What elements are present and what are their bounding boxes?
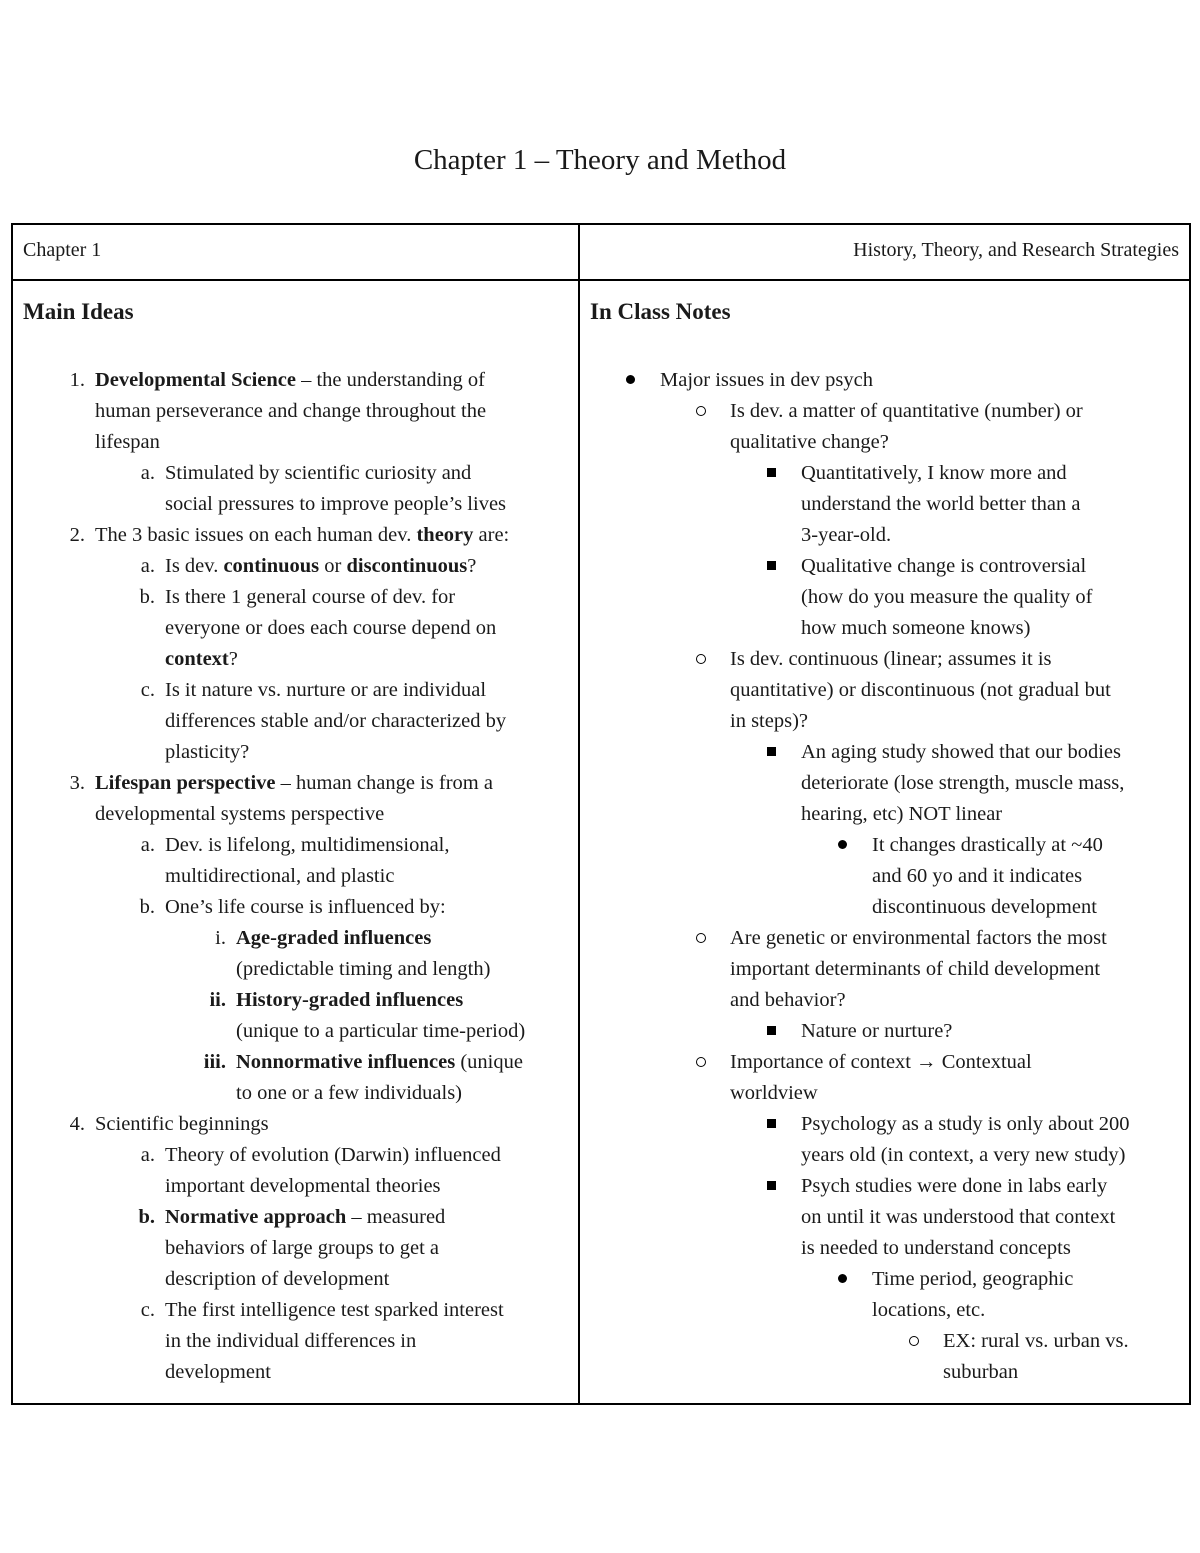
text-run: social pressures to improve people’s lives [165, 493, 507, 515]
main-idea-line [23, 520, 578, 551]
outline-marker: b. [139, 896, 155, 918]
main-idea-line [23, 1140, 578, 1171]
class-note-text: years old (in context, a very new study) [801, 1144, 1126, 1166]
main-idea-line [23, 396, 578, 427]
text-run: (unique [455, 1051, 523, 1073]
main-idea-text [165, 1264, 389, 1295]
class-note-text: Psych studies were done in labs early [801, 1175, 1108, 1197]
main-idea-line [23, 1171, 578, 1202]
main-idea-text [165, 613, 496, 644]
main-idea-line [23, 1202, 578, 1233]
text-run: – human change is from a [275, 772, 493, 794]
class-note-line [590, 1202, 1189, 1233]
text-run: (unique to a particular time-period) [236, 1020, 526, 1042]
key-term: continuous [223, 555, 320, 577]
main-idea-line [23, 644, 578, 675]
class-note-line [590, 1171, 1189, 1202]
key-term: Normative approach [165, 1206, 347, 1228]
class-note-line [590, 768, 1189, 799]
text-run: The first intelligence test sparked interest [165, 1299, 504, 1321]
class-note-text: suburban [943, 1361, 1019, 1383]
outline-marker: c. [140, 1299, 155, 1321]
main-idea-line [23, 985, 578, 1016]
main-idea-line [23, 954, 578, 985]
main-idea-line [23, 1357, 578, 1388]
main-idea-text [95, 427, 160, 458]
text-run: lifespan [95, 431, 160, 453]
class-note-text: Qualitative change is controversial [801, 555, 1087, 577]
main-idea-text [236, 954, 490, 985]
class-note-text: is needed to understand concepts [801, 1237, 1071, 1259]
outline-marker: iii. [203, 1051, 226, 1073]
class-note-text: hearing, etc) NOT linear [801, 803, 1003, 825]
class-note-text: and 60 yo and it indicates [872, 865, 1083, 887]
main-idea-text [95, 1109, 269, 1140]
class-note-line [590, 892, 1189, 923]
main-idea-text [165, 1140, 501, 1171]
class-note-text: how much someone knows) [801, 617, 1031, 639]
text-run: in the individual differences in [165, 1330, 417, 1352]
main-idea-text [165, 582, 455, 613]
class-note-text: Time period, geographic [872, 1268, 1074, 1290]
text-run: ? [228, 648, 238, 670]
text-run: Is dev. [165, 555, 224, 577]
main-idea-line [23, 613, 578, 644]
main-idea-text [165, 1295, 504, 1326]
class-note-text: deteriorate (lose strength, muscle mass, [801, 772, 1125, 794]
outline-marker: b. [139, 586, 155, 608]
main-idea-line [23, 675, 578, 706]
circle-bullet-icon [696, 1057, 706, 1067]
text-run: Scientific beginnings [95, 1113, 269, 1135]
square-bullet-icon [767, 1181, 776, 1190]
circle-bullet-icon [696, 933, 706, 943]
key-term: Lifespan perspective [95, 772, 276, 794]
class-note-line [590, 1140, 1189, 1171]
main-idea-line [23, 1295, 578, 1326]
class-note-line [590, 520, 1189, 551]
class-note-text: It changes drastically at ~40 [872, 834, 1103, 856]
key-term: discontinuous [346, 555, 468, 577]
class-note-line [590, 1326, 1189, 1357]
class-note-line [590, 396, 1189, 427]
class-note-text: Quantitatively, I know more and [801, 462, 1067, 484]
main-ideas-heading: Main Ideas [23, 299, 134, 324]
key-term: context [165, 648, 229, 670]
class-note-line [590, 954, 1189, 985]
main-idea-line [23, 1109, 578, 1140]
class-note-line [590, 1016, 1189, 1047]
main-idea-text [236, 923, 431, 954]
text-run: are: [473, 524, 510, 546]
class-note-text: Nature or nurture? [801, 1020, 953, 1042]
class-note-text: Major issues in dev psych [660, 369, 873, 391]
class-note-text: (how do you measure the quality of [801, 586, 1093, 608]
text-run: ? [467, 555, 477, 577]
main-idea-line [23, 1233, 578, 1264]
text-run: Is there 1 general course of dev. for [165, 586, 456, 608]
class-note-text: Are genetic or environmental factors the most [730, 927, 1107, 949]
class-note-text: locations, etc. [872, 1299, 986, 1321]
text-run: human perseverance and change throughout the [95, 400, 487, 422]
class-note-line [590, 1264, 1189, 1295]
outline-marker: i. [215, 927, 226, 949]
class-note-line [590, 551, 1189, 582]
main-idea-text [236, 985, 463, 1016]
main-idea-line [23, 551, 578, 582]
main-idea-text [165, 737, 249, 768]
text-run: to one or a few individuals) [236, 1082, 463, 1104]
circle-bullet-icon [696, 406, 706, 416]
main-idea-text [165, 1326, 416, 1357]
main-idea-line [23, 458, 578, 489]
class-note-text: EX: rural vs. urban vs. [943, 1330, 1129, 1352]
class-note-text: An aging study showed that our bodies [801, 741, 1121, 763]
class-note-text: Is dev. a matter of quantitative (number) or [730, 400, 1083, 422]
main-idea-line [23, 737, 578, 768]
square-bullet-icon [767, 1026, 776, 1035]
class-note-line [590, 1357, 1189, 1388]
main-idea-text [165, 551, 476, 582]
disc-bullet-icon [626, 375, 635, 384]
square-bullet-icon [767, 561, 776, 570]
class-notes-list [590, 365, 1189, 1388]
outline-marker: 3. [69, 772, 85, 794]
class-note-line [590, 1047, 1189, 1078]
table-body-row [13, 281, 1189, 1403]
class-note-text: quantitative) or discontinuous (not gradual but [730, 679, 1111, 701]
main-ideas-list [23, 365, 578, 1388]
main-idea-text [95, 396, 486, 427]
main-idea-text [165, 1202, 445, 1233]
class-note-line [590, 582, 1189, 613]
main-idea-text [95, 520, 509, 551]
text-run: The 3 basic issues on each human dev. [95, 524, 417, 546]
main-idea-text [165, 1171, 441, 1202]
main-idea-line [23, 830, 578, 861]
outline-marker: 1. [69, 369, 85, 391]
main-idea-text [95, 768, 493, 799]
outline-marker: a. [140, 555, 155, 577]
class-note-line [590, 1109, 1189, 1140]
text-run: Dev. is lifelong, multidimensional, [165, 834, 450, 856]
class-note-text: in steps)? [730, 710, 808, 732]
text-run: or [319, 555, 347, 577]
class-note-line [590, 365, 1189, 396]
class-note-text: qualitative change? [730, 431, 889, 453]
text-run: plasticity? [165, 741, 250, 763]
main-idea-text [165, 675, 486, 706]
class-note-text: and behavior? [730, 989, 846, 1011]
class-note-text: Psychology as a study is only about 200 [801, 1113, 1130, 1135]
key-term: Nonnormative influences [236, 1051, 456, 1073]
main-idea-text [165, 489, 506, 520]
square-bullet-icon [767, 468, 776, 477]
table-header-row [13, 225, 1189, 281]
disc-bullet-icon [838, 840, 847, 849]
main-idea-text [236, 1047, 523, 1078]
main-idea-line [23, 365, 578, 396]
text-run: (predictable timing and length) [236, 958, 491, 980]
text-run: description of development [165, 1268, 390, 1290]
main-idea-line [23, 799, 578, 830]
class-note-text: on until it was understood that context [801, 1206, 1116, 1228]
class-note-line [590, 644, 1189, 675]
text-run: developmental systems perspective [95, 803, 385, 825]
main-idea-text [95, 365, 485, 396]
class-note-line [590, 489, 1189, 520]
main-idea-text [95, 799, 384, 830]
text-run: – measured [346, 1206, 446, 1228]
main-idea-text [165, 892, 446, 923]
class-note-line [590, 830, 1189, 861]
main-idea-line [23, 1047, 578, 1078]
class-notes-column [580, 281, 1189, 1403]
document-title: Chapter 1 – Theory and Method [413, 144, 787, 176]
outline-marker: c. [140, 679, 155, 701]
main-idea-text [165, 830, 450, 861]
class-note-line [590, 613, 1189, 644]
class-note-line [590, 1078, 1189, 1109]
text-run: One’s life course is influenced by: [165, 896, 446, 918]
main-idea-line [23, 1016, 578, 1047]
text-run: development [165, 1361, 271, 1383]
outline-marker: a. [140, 834, 155, 856]
main-idea-line [23, 1326, 578, 1357]
outline-marker: b. [138, 1206, 155, 1228]
class-note-text: discontinuous development [872, 896, 1097, 918]
class-note-text: understand the world better than a [801, 493, 1081, 515]
main-idea-line [23, 1078, 578, 1109]
key-term: theory [416, 524, 474, 546]
class-note-text: important determinants of child development [730, 958, 1101, 980]
chapter-subtitle: History, Theory, and Research Strategies [853, 239, 1179, 261]
text-run: Stimulated by scientific curiosity and [165, 462, 472, 484]
main-idea-line [23, 892, 578, 923]
main-idea-line [23, 582, 578, 613]
class-note-text: 3-year-old. [801, 524, 892, 546]
key-term: Developmental Science [95, 369, 296, 391]
main-idea-text [165, 1233, 439, 1264]
main-idea-line [23, 768, 578, 799]
chapter-label: Chapter 1 [13, 225, 580, 279]
text-run: differences stable and/or characterized by [165, 710, 507, 732]
main-idea-text [165, 1357, 271, 1388]
square-bullet-icon [767, 1119, 776, 1128]
notes-table [11, 223, 1191, 1405]
outline-marker: 4. [69, 1113, 85, 1135]
outline-marker: a. [140, 462, 155, 484]
class-note-line [590, 1233, 1189, 1264]
main-idea-line [23, 706, 578, 737]
outline-marker: a. [140, 1144, 155, 1166]
outline-marker: ii. [209, 989, 226, 1011]
circle-bullet-icon [909, 1336, 919, 1346]
key-term: Age-graded influences [236, 927, 432, 949]
key-term: History-graded influences [236, 989, 464, 1011]
text-run: Is it nature vs. nurture or are individual [165, 679, 487, 701]
circle-bullet-icon [696, 654, 706, 664]
class-note-line [590, 1295, 1189, 1326]
main-idea-text [165, 706, 506, 737]
main-idea-line [23, 427, 578, 458]
main-ideas-column [13, 281, 580, 1403]
main-idea-text [236, 1016, 525, 1047]
main-idea-text [165, 458, 471, 489]
class-notes-heading: In Class Notes [590, 299, 731, 324]
main-idea-line [23, 861, 578, 892]
main-idea-line [23, 489, 578, 520]
class-note-text: worldview [730, 1082, 818, 1104]
class-note-line [590, 427, 1189, 458]
class-note-text: Is dev. continuous (linear; assumes it is [730, 648, 1052, 670]
class-note-text: Importance of context → Contextual [730, 1051, 1032, 1073]
text-run: multidirectional, and plastic [165, 865, 395, 887]
main-idea-text [236, 1078, 462, 1109]
square-bullet-icon [767, 747, 776, 756]
text-run: everyone or does each course depend on [165, 617, 497, 639]
text-run: – the understanding of [295, 369, 485, 391]
class-note-line [590, 861, 1189, 892]
main-idea-text [165, 644, 238, 675]
class-note-line [590, 923, 1189, 954]
main-idea-text [165, 861, 394, 892]
class-note-line [590, 985, 1189, 1016]
class-note-line [590, 706, 1189, 737]
main-idea-line [23, 1264, 578, 1295]
class-note-line [590, 737, 1189, 768]
disc-bullet-icon [838, 1274, 847, 1283]
class-note-line [590, 458, 1189, 489]
main-idea-line [23, 923, 578, 954]
class-note-line [590, 799, 1189, 830]
class-note-line [590, 675, 1189, 706]
text-run: important developmental theories [165, 1175, 441, 1197]
text-run: behaviors of large groups to get a [165, 1237, 440, 1259]
outline-marker: 2. [69, 524, 85, 546]
text-run: Theory of evolution (Darwin) influenced [165, 1144, 501, 1166]
